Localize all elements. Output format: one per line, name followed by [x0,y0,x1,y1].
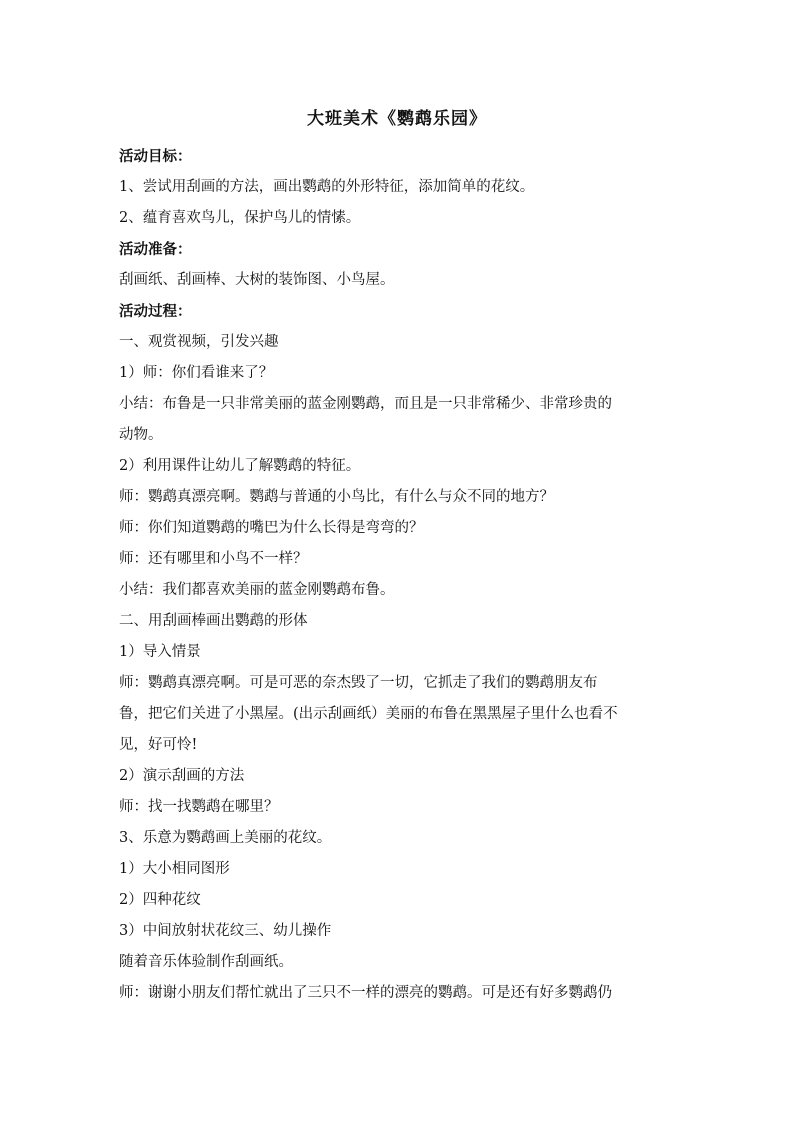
paragraph-line: 鲁，把它们关进了小黑屋。(出示刮画纸）美丽的布鲁在黑黑屋子里什么也看不 [119,706,618,722]
paragraph-line: 2、蕴育喜欢鸟儿，保护鸟儿的情愫。 [119,210,361,226]
paragraph-line: 一、观赏视频，引发兴趣 [119,334,279,350]
paragraph-line: 2）演示刮画的方法 [119,768,245,784]
paragraph-line: 3、乐意为鹦鹉画上美丽的花纹。 [119,830,332,846]
paragraph-line: 1）师：你们看谁来了？ [119,365,274,381]
page-title: 大班美术《鹦鹉乐园》 [307,109,487,129]
paragraph-line: 师：你们知道鹦鹉的嘴巴为什么长得是弯弯的？ [119,520,424,536]
section-heading: 活动目标： [119,148,192,165]
section-heading: 活动过程： [119,303,192,320]
paragraph-line: 师：找一找鹦鹉在哪里？ [119,799,279,815]
paragraph-line: 2）四种花纹 [119,892,201,908]
paragraph-line: 1）大小相同图形 [119,861,230,877]
paragraph-line: 1、尝试用刮画的方法，画出鹦鹉的外形特征，添加简单的花纹。 [119,179,535,195]
paragraph-line: 见，好可怜! [119,737,198,753]
paragraph-line: 师：谢谢小朋友们帮忙就出了三只不一样的漂亮的鹦鹉。可是还有好多鹦鹉仍 [119,985,612,1001]
document-body [119,141,679,1009]
paragraph-line: 小结：我们都喜欢美丽的蓝金刚鹦鹉布鲁。 [119,582,395,598]
section-heading: 活动准备： [119,241,192,258]
paragraph-line: 刮画纸、刮画棒、大树的装饰图、小鸟屋。 [119,272,395,288]
paragraph-line: 师：鹦鹉真漂亮啊。可是可恶的奈杰毁了一切，它抓走了我们的鹦鹉朋友布 [119,675,598,691]
paragraph-line: 动物。 [119,427,163,443]
paragraph-line: 1）导入情景 [119,644,201,660]
paragraph-line: 师：鹦鹉真漂亮啊。鹦鹉与普通的小鸟比，有什么与众不同的地方？ [119,489,554,505]
paragraph-line: 师：还有哪里和小鸟不一样？ [119,551,308,567]
paragraph-line: 小结：布鲁是一只非常美丽的蓝金刚鹦鹉，而且是一只非常稀少、非常珍贵的 [119,396,612,412]
paragraph-line: 二、用刮画棒画出鹦鹉的形体 [119,613,308,629]
paragraph-line: 3）中间放射状花纹三、幼儿操作 [119,923,332,939]
paragraph-line: 2）利用课件让幼儿了解鹦鹉的特征。 [119,458,361,474]
paragraph-line: 随着音乐体验制作刮画纸。 [119,954,293,970]
